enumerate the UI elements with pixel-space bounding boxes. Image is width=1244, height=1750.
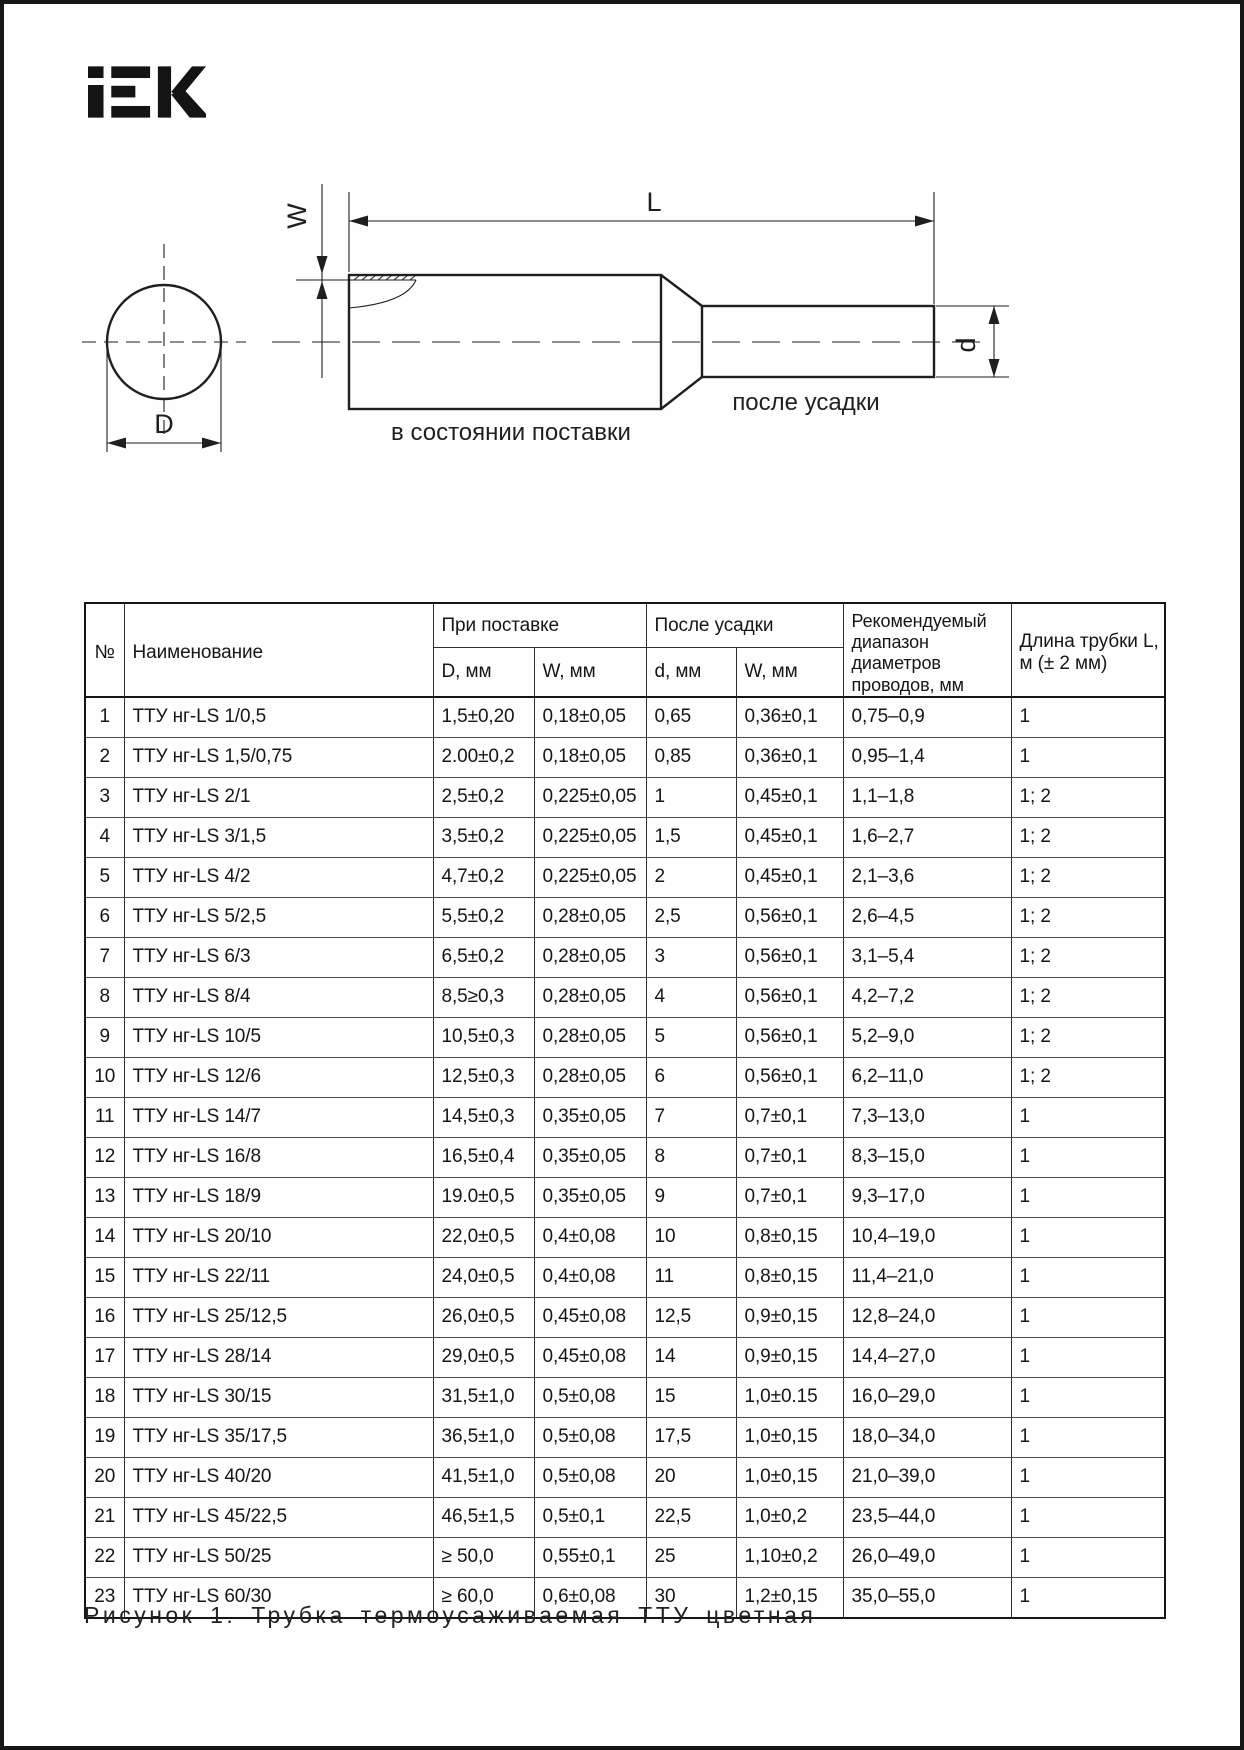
cell-D-delivery: 22,0±0,5 [433, 1217, 534, 1257]
cell-W-delivery: 0,18±0,05 [534, 697, 646, 738]
cell-W-shrink: 0,56±0,1 [736, 1017, 843, 1057]
cell-D-delivery: 10,5±0,3 [433, 1017, 534, 1057]
cell-d-shrink: 25 [646, 1537, 736, 1577]
table-row [85, 1057, 1165, 1097]
cell-range: 11,4–21,0 [843, 1257, 1011, 1297]
cell-W-shrink: 0,7±0,1 [736, 1097, 843, 1137]
cell-W-delivery: 0,28±0,05 [534, 1017, 646, 1057]
cell-D-delivery: ≥ 60,0 [433, 1577, 534, 1618]
cell-num: 19 [85, 1417, 124, 1457]
D-label: D [154, 409, 174, 439]
cell-num: 4 [85, 817, 124, 857]
cell-W-delivery: 0,5±0,1 [534, 1497, 646, 1537]
cell-num: 5 [85, 857, 124, 897]
cell-D-delivery: 24,0±0,5 [433, 1257, 534, 1297]
cell-D-delivery: 12,5±0,3 [433, 1057, 534, 1097]
header-after-shrink: После усадки [646, 603, 843, 648]
cell-range: 5,2–9,0 [843, 1017, 1011, 1057]
taper-bottom [661, 377, 702, 409]
cell-W-delivery: 0,35±0,05 [534, 1177, 646, 1217]
cell-D-delivery: 6,5±0,2 [433, 937, 534, 977]
table-row [85, 937, 1165, 977]
cell-D-delivery: 8,5≥0,3 [433, 977, 534, 1017]
cell-range: 2,1–3,6 [843, 857, 1011, 897]
cell-W-delivery: 0,28±0,05 [534, 937, 646, 977]
table-row [85, 1217, 1165, 1257]
figure-caption: Рисунок 1. Трубка термоусаживаемая ТТУ цветная [84, 1602, 817, 1628]
table-row [85, 1137, 1165, 1177]
cell-d-shrink: 0,85 [646, 737, 736, 777]
cell-W-delivery: 0,5±0,08 [534, 1377, 646, 1417]
cell-name: ТТУ нг-LS 16/8 [124, 1137, 433, 1177]
cell-range: 4,2–7,2 [843, 977, 1011, 1017]
cell-d-shrink: 7 [646, 1097, 736, 1137]
cell-W-delivery: 0,6±0,08 [534, 1577, 646, 1618]
cell-W-shrink: 1,0±0,2 [736, 1497, 843, 1537]
cell-name: ТТУ нг-LS 14/7 [124, 1097, 433, 1137]
cell-range: 0,95–1,4 [843, 737, 1011, 777]
cell-d-shrink: 4 [646, 977, 736, 1017]
cell-W-delivery: 0,225±0,05 [534, 817, 646, 857]
cell-range: 21,0–39,0 [843, 1457, 1011, 1497]
cell-W-shrink: 0,56±0,1 [736, 977, 843, 1017]
cell-range: 0,75–0,9 [843, 697, 1011, 738]
table-row [85, 1337, 1165, 1377]
table-row [85, 857, 1165, 897]
table-row [85, 1017, 1165, 1057]
cell-name: ТТУ нг-LS 40/20 [124, 1457, 433, 1497]
cell-d-shrink: 17,5 [646, 1417, 736, 1457]
cell-num: 12 [85, 1137, 124, 1177]
cell-length: 1 [1011, 1097, 1165, 1137]
cell-D-delivery: 2.00±0,2 [433, 737, 534, 777]
cell-W-delivery: 0,28±0,05 [534, 977, 646, 1017]
spec-table-header [85, 603, 1165, 697]
cell-length: 1 [1011, 697, 1165, 738]
header-W-mm-delivery: W, мм [534, 648, 646, 697]
cell-d-shrink: 2,5 [646, 897, 736, 937]
cell-name: ТТУ нг-LS 1,5/0,75 [124, 737, 433, 777]
spec-table [84, 602, 1166, 1619]
table-body [85, 697, 1165, 1618]
cell-range: 9,3–17,0 [843, 1177, 1011, 1217]
cell-W-shrink: 0,56±0,1 [736, 897, 843, 937]
cell-D-delivery: 1,5±0,20 [433, 697, 534, 738]
cell-d-shrink: 14 [646, 1337, 736, 1377]
cell-D-delivery: 14,5±0,3 [433, 1097, 534, 1137]
cell-range: 35,0–55,0 [843, 1577, 1011, 1618]
cell-num: 15 [85, 1257, 124, 1297]
cell-num: 2 [85, 737, 124, 777]
cell-D-delivery: 19.0±0,5 [433, 1177, 534, 1217]
cell-W-delivery: 0,45±0,08 [534, 1337, 646, 1377]
cell-d-shrink: 22,5 [646, 1497, 736, 1537]
table-row [85, 1537, 1165, 1577]
cell-range: 12,8–24,0 [843, 1297, 1011, 1337]
table-row [85, 1457, 1165, 1497]
cell-W-shrink: 0,9±0,15 [736, 1297, 843, 1337]
cell-W-shrink: 0,56±0,1 [736, 937, 843, 977]
cell-num: 1 [85, 697, 124, 738]
table-row [85, 897, 1165, 937]
cell-W-shrink: 0,36±0,1 [736, 737, 843, 777]
cell-length: 1 [1011, 737, 1165, 777]
cell-num: 13 [85, 1177, 124, 1217]
header-num: № [85, 603, 124, 697]
cell-name: ТТУ нг-LS 25/12,5 [124, 1297, 433, 1337]
cell-d-shrink: 20 [646, 1457, 736, 1497]
cell-length: 1; 2 [1011, 897, 1165, 937]
cell-length: 1; 2 [1011, 1017, 1165, 1057]
cell-range: 1,6–2,7 [843, 817, 1011, 857]
cell-num: 22 [85, 1537, 124, 1577]
delivery-state-label: в состоянии поставки [391, 419, 631, 446]
cell-range: 10,4–19,0 [843, 1217, 1011, 1257]
cell-d-shrink: 11 [646, 1257, 736, 1297]
cell-num: 14 [85, 1217, 124, 1257]
cell-D-delivery: 29,0±0,5 [433, 1337, 534, 1377]
cell-W-shrink: 0,8±0,15 [736, 1257, 843, 1297]
cell-d-shrink: 12,5 [646, 1297, 736, 1337]
cell-num: 21 [85, 1497, 124, 1537]
cell-W-shrink: 0,45±0,1 [736, 817, 843, 857]
cell-name: ТТУ нг-LS 3/1,5 [124, 817, 433, 857]
cell-name: ТТУ нг-LS 22/11 [124, 1257, 433, 1297]
cell-W-delivery: 0,5±0,08 [534, 1417, 646, 1457]
header-length: Длина трубки L, м (± 2 мм) [1011, 603, 1165, 697]
cell-range: 1,1–1,8 [843, 777, 1011, 817]
table-row [85, 817, 1165, 857]
cell-d-shrink: 30 [646, 1577, 736, 1618]
cell-name: ТТУ нг-LS 10/5 [124, 1017, 433, 1057]
cell-D-delivery: 3,5±0,2 [433, 817, 534, 857]
cell-range: 26,0–49,0 [843, 1537, 1011, 1577]
cell-W-shrink: 0,9±0,15 [736, 1337, 843, 1377]
cell-W-shrink: 0,7±0,1 [736, 1177, 843, 1217]
cell-length: 1 [1011, 1417, 1165, 1457]
cell-num: 7 [85, 937, 124, 977]
cell-D-delivery: 31,5±1,0 [433, 1377, 534, 1417]
cell-d-shrink: 10 [646, 1217, 736, 1257]
cell-d-shrink: 5 [646, 1017, 736, 1057]
cell-d-shrink: 1,5 [646, 817, 736, 857]
cell-name: ТТУ нг-LS 28/14 [124, 1337, 433, 1377]
cell-W-delivery: 0,28±0,05 [534, 1057, 646, 1097]
cell-W-delivery: 0,4±0,08 [534, 1257, 646, 1297]
cell-W-delivery: 0,18±0,05 [534, 737, 646, 777]
cell-range: 18,0–34,0 [843, 1417, 1011, 1457]
table-row [85, 1377, 1165, 1417]
cell-name: ТТУ нг-LS 12/6 [124, 1057, 433, 1097]
table-row [85, 737, 1165, 777]
cell-length: 1 [1011, 1257, 1165, 1297]
cell-D-delivery: 5,5±0,2 [433, 897, 534, 937]
table-row [85, 977, 1165, 1017]
cell-W-shrink: 0,8±0,15 [736, 1217, 843, 1257]
cell-name: ТТУ нг-LS 50/25 [124, 1537, 433, 1577]
cell-length: 1; 2 [1011, 817, 1165, 857]
cell-num: 10 [85, 1057, 124, 1097]
cell-range: 8,3–15,0 [843, 1137, 1011, 1177]
cell-d-shrink: 3 [646, 937, 736, 977]
cell-length: 1 [1011, 1217, 1165, 1257]
cell-range: 23,5–44,0 [843, 1497, 1011, 1537]
L-label: L [646, 187, 662, 217]
cell-d-shrink: 2 [646, 857, 736, 897]
header-at-delivery: При поставке [433, 603, 646, 648]
table-row [85, 1417, 1165, 1457]
table-row [85, 1497, 1165, 1537]
cell-num: 17 [85, 1337, 124, 1377]
cell-D-delivery: 16,5±0,4 [433, 1137, 534, 1177]
taper-top [661, 275, 702, 306]
cell-W-shrink: 1,2±0,15 [736, 1577, 843, 1618]
cell-length: 1; 2 [1011, 937, 1165, 977]
cell-W-delivery: 0,28±0,05 [534, 897, 646, 937]
cell-length: 1 [1011, 1457, 1165, 1497]
cell-num: 23 [85, 1577, 124, 1618]
cell-num: 9 [85, 1017, 124, 1057]
cell-W-shrink: 0,56±0,1 [736, 1057, 843, 1097]
cell-length: 1; 2 [1011, 777, 1165, 817]
header-W-mm-shrink: W, мм [736, 648, 843, 697]
cell-D-delivery: 26,0±0,5 [433, 1297, 534, 1337]
cell-W-shrink: 0,45±0,1 [736, 777, 843, 817]
cell-range: 14,4–27,0 [843, 1337, 1011, 1377]
iek-logo-glyphs [88, 66, 206, 117]
cell-num: 3 [85, 777, 124, 817]
cell-range: 7,3–13,0 [843, 1097, 1011, 1137]
cell-name: ТТУ нг-LS 2/1 [124, 777, 433, 817]
cell-D-delivery: 36,5±1,0 [433, 1417, 534, 1457]
cell-length: 1 [1011, 1177, 1165, 1217]
cell-d-shrink: 9 [646, 1177, 736, 1217]
cell-d-shrink: 6 [646, 1057, 736, 1097]
cell-D-delivery: 2,5±0,2 [433, 777, 534, 817]
cell-name: ТТУ нг-LS 18/9 [124, 1177, 433, 1217]
after-shrink-label: после усадки [732, 389, 880, 416]
tube-drawing [54, 152, 1054, 462]
cell-length: 1 [1011, 1337, 1165, 1377]
cell-num: 11 [85, 1097, 124, 1137]
cell-W-delivery: 0,55±0,1 [534, 1537, 646, 1577]
cell-name: ТТУ нг-LS 60/30 [124, 1577, 433, 1618]
table-row [85, 697, 1165, 738]
cell-name: ТТУ нг-LS 20/10 [124, 1217, 433, 1257]
cell-name: ТТУ нг-LS 35/17,5 [124, 1417, 433, 1457]
cell-W-shrink: 1,0±0,15 [736, 1457, 843, 1497]
cell-W-delivery: 0,4±0,08 [534, 1217, 646, 1257]
cell-num: 8 [85, 977, 124, 1017]
cell-length: 1; 2 [1011, 977, 1165, 1017]
d-label: d [951, 337, 981, 353]
cell-range: 3,1–5,4 [843, 937, 1011, 977]
cell-range: 16,0–29,0 [843, 1377, 1011, 1417]
wall-lead-curve [349, 280, 416, 308]
cell-length: 1; 2 [1011, 857, 1165, 897]
cell-length: 1 [1011, 1537, 1165, 1577]
cell-D-delivery: ≥ 50,0 [433, 1537, 534, 1577]
cell-d-shrink: 1 [646, 777, 736, 817]
header-name: Наименование [124, 603, 433, 697]
cell-range: 2,6–4,5 [843, 897, 1011, 937]
cell-name: ТТУ нг-LS 45/22,5 [124, 1497, 433, 1537]
table-row [85, 1297, 1165, 1337]
table-row [85, 777, 1165, 817]
table-row [85, 1257, 1165, 1297]
cell-name: ТТУ нг-LS 1/0,5 [124, 697, 433, 738]
cell-W-shrink: 1,0±0,15 [736, 1417, 843, 1457]
cell-length: 1 [1011, 1297, 1165, 1337]
cell-W-shrink: 0,7±0,1 [736, 1137, 843, 1177]
table-row [85, 1097, 1165, 1137]
cell-length: 1 [1011, 1497, 1165, 1537]
cell-length: 1 [1011, 1137, 1165, 1177]
cell-length: 1 [1011, 1577, 1165, 1618]
cell-name: ТТУ нг-LS 8/4 [124, 977, 433, 1017]
cell-D-delivery: 41,5±1,0 [433, 1457, 534, 1497]
cell-W-shrink: 1,10±0,2 [736, 1537, 843, 1577]
cell-length: 1; 2 [1011, 1057, 1165, 1097]
cell-name: ТТУ нг-LS 6/3 [124, 937, 433, 977]
cell-W-delivery: 0,225±0,05 [534, 777, 646, 817]
cell-D-delivery: 4,7±0,2 [433, 857, 534, 897]
cell-name: ТТУ нг-LS 5/2,5 [124, 897, 433, 937]
table-row [85, 1177, 1165, 1217]
cell-D-delivery: 46,5±1,5 [433, 1497, 534, 1537]
cell-num: 18 [85, 1377, 124, 1417]
cell-W-delivery: 0,35±0,05 [534, 1137, 646, 1177]
header-D-mm: D, мм [433, 648, 534, 697]
header-range: Рекомендуемый диапазон диаметров проводов, мм [843, 603, 1011, 697]
cell-W-delivery: 0,35±0,05 [534, 1097, 646, 1137]
cell-d-shrink: 0,65 [646, 697, 736, 738]
W-label: W [282, 203, 312, 229]
cell-W-delivery: 0,5±0,08 [534, 1457, 646, 1497]
header-d-mm: d, мм [646, 648, 736, 697]
cell-W-delivery: 0,45±0,08 [534, 1297, 646, 1337]
cell-num: 16 [85, 1297, 124, 1337]
cell-W-shrink: 0,45±0,1 [736, 857, 843, 897]
cell-length: 1 [1011, 1377, 1165, 1417]
cell-name: ТТУ нг-LS 4/2 [124, 857, 433, 897]
iek-logo [88, 60, 206, 124]
cell-range: 6,2–11,0 [843, 1057, 1011, 1097]
cell-num: 20 [85, 1457, 124, 1497]
cell-name: ТТУ нг-LS 30/15 [124, 1377, 433, 1417]
cell-d-shrink: 8 [646, 1137, 736, 1177]
cell-W-delivery: 0,225±0,05 [534, 857, 646, 897]
cell-W-shrink: 0,36±0,1 [736, 697, 843, 738]
cell-num: 6 [85, 897, 124, 937]
cell-W-shrink: 1,0±0.15 [736, 1377, 843, 1417]
cell-d-shrink: 15 [646, 1377, 736, 1417]
